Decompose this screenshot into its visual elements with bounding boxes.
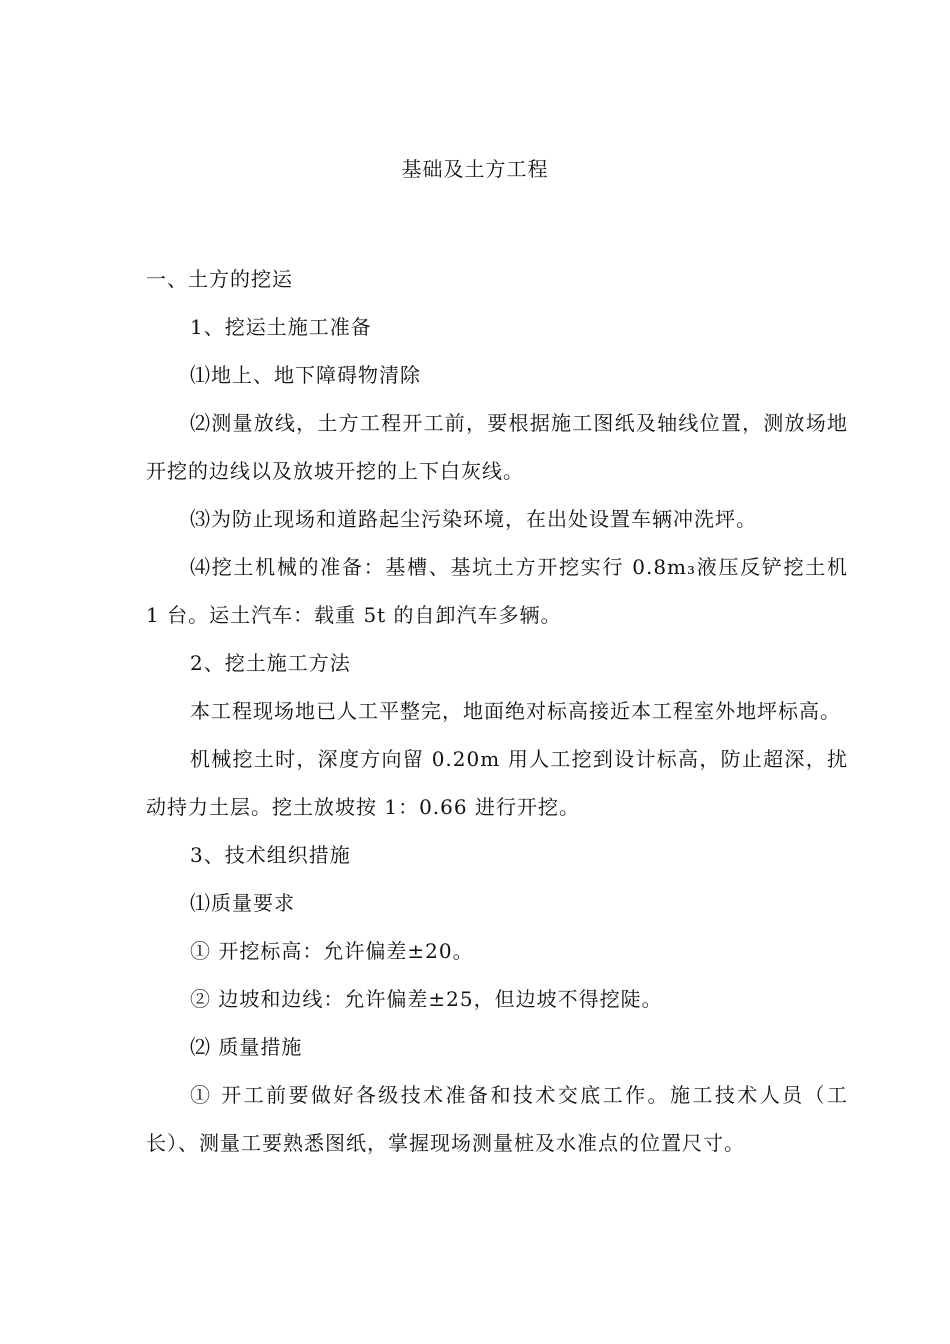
paragraph: ⑵ 质量措施 — [190, 1035, 303, 1059]
document-title: 基础及土方工程 — [401, 157, 549, 181]
paragraph: ⑴质量要求 — [190, 891, 295, 915]
document-body — [146, 255, 848, 1167]
paragraph: ① 开挖标高：允许偏差±20。 — [190, 939, 474, 963]
paragraph: ⑶为防止现场和道路起尘污染环境，在出处设置车辆冲洗坪。 — [190, 507, 757, 531]
paragraph: ⑴地上、地下障碍物清除 — [190, 363, 421, 387]
subsection-heading: 3、技术组织措施 — [190, 843, 351, 867]
paragraph: 机械挖土时，深度方向留 0.20m 用人工挖到设计标高，防止超深，扰动持力土层。挖土放坡按 1：0.66 进行开挖。 — [146, 747, 848, 819]
paragraph: ① 开工前要做好各级技术准备和技术交底工作。施工技术人员（工长）、测量工要熟悉图纸，掌握现场测量桩及水准点的位置尺寸。 — [146, 1083, 848, 1155]
paragraph: ⑷挖土机械的准备：基槽、基坑土方开挖实行 0.8m₃液压反铲挖土机 1 台。运土汽车：载重 5t 的自卸汽车多辆。 — [146, 555, 848, 627]
paragraph: ② 边坡和边线：允许偏差±25，但边坡不得挖陡。 — [190, 987, 663, 1011]
subsection-heading: 1、挖运土施工准备 — [190, 315, 372, 339]
subsection-heading: 2、挖土施工方法 — [190, 651, 351, 675]
paragraph: ⑵测量放线，土方工程开工前，要根据施工图纸及轴线位置，测放场地开挖的边线以及放坡开挖的上下白灰线。 — [146, 411, 848, 483]
section-heading: 一、土方的挖运 — [146, 267, 293, 291]
paragraph: 本工程现场地已人工平整完，地面绝对标高接近本工程室外地坪标高。 — [190, 699, 841, 723]
